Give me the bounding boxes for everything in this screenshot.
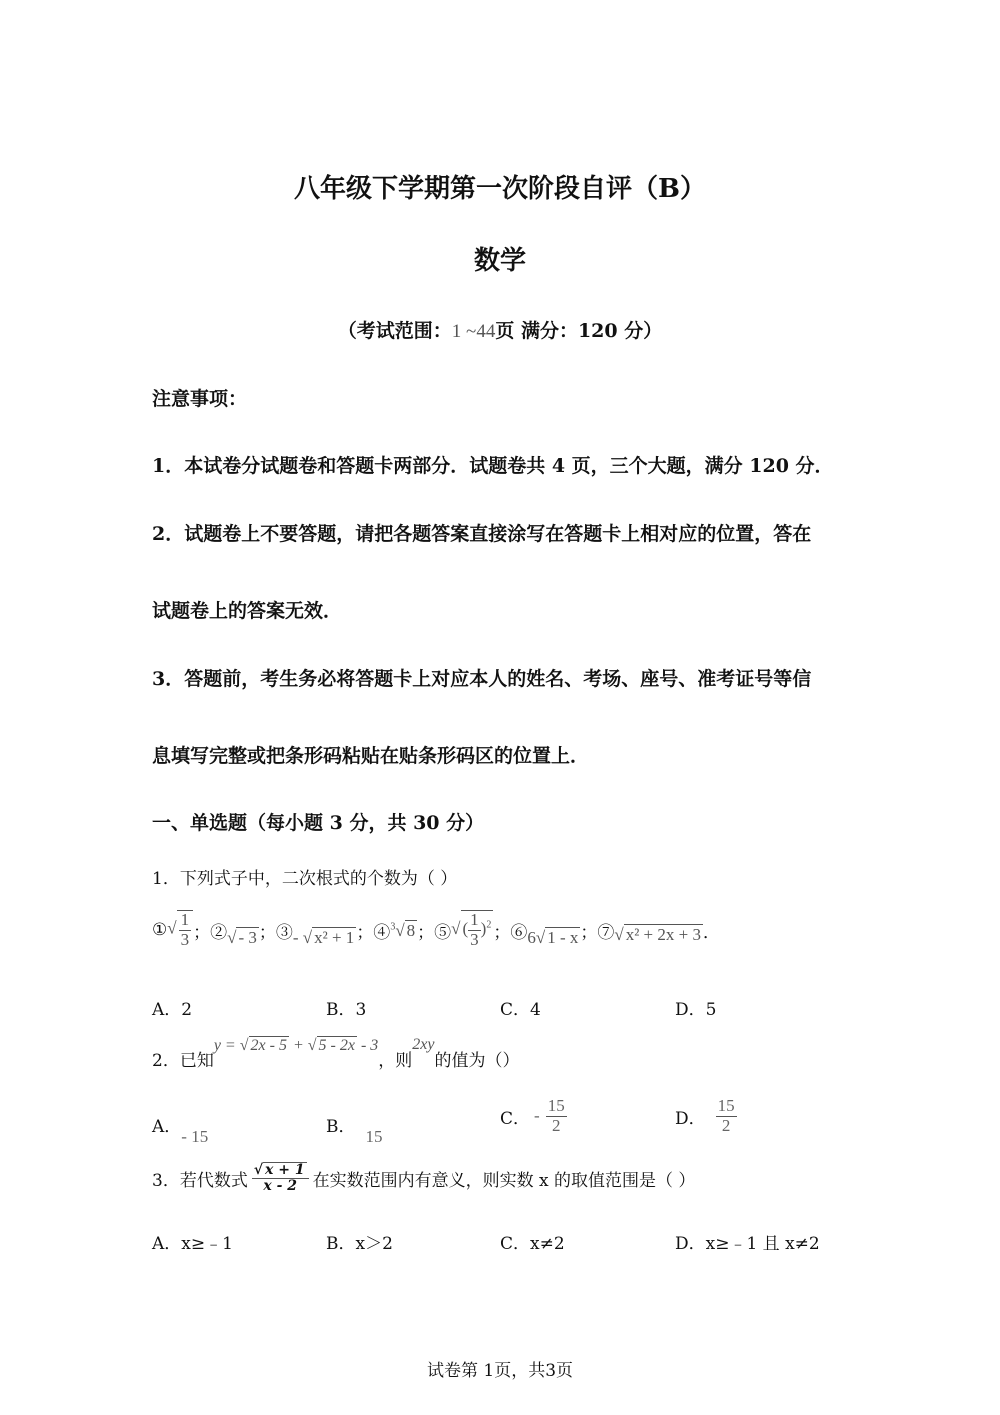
question-3-stem xyxy=(152,1162,695,1195)
question-1-stem: 1．下列式子中，二次根式的个数为（ ） xyxy=(152,869,458,889)
expr-6: 6√ 1 - x xyxy=(527,927,579,947)
expr-3: - √ x² + 1 xyxy=(292,927,355,947)
paper-subject: 数学 xyxy=(473,246,526,276)
expr-2: √ - 3 xyxy=(227,927,257,947)
expr-1-label: ① xyxy=(152,920,168,940)
expr-7-label: ；⑦ xyxy=(580,922,615,943)
question-2-option-b[interactable]: B． 15 xyxy=(326,1117,383,1146)
notes-heading: 注意事项： xyxy=(152,388,248,410)
note-item-3-line-1: 3．答题前，考生务必将答题卡上对应本人的姓名、考场、座号、准考证号等信 xyxy=(152,668,812,690)
scope-range: 1 ~44 xyxy=(451,321,496,342)
expr-5: √ ( $\frac{1}{3}$ )$^2$ xyxy=(451,910,492,949)
note-item-1: 1．本试卷分试题卷和答题卡两部分．试题卷共 4 页，三个大题，满分 120 分． xyxy=(152,455,834,477)
q3-fraction: $\frac{√ x + 1}{x - 2}$ xyxy=(252,1162,309,1195)
note-item-3-line-2: 息填写完整或把条形码粘贴在贴条形码区的位置上． xyxy=(152,745,590,767)
exam-scope xyxy=(0,316,1000,343)
expr-4: $^3$√ 8 xyxy=(390,920,416,940)
paper-title: 八年级下学期第一次阶段自评（B） xyxy=(294,174,706,204)
question-3-option-c[interactable]: C．x≠2 xyxy=(500,1234,565,1254)
scope-suffix: 页 满分：120 分） xyxy=(495,320,663,342)
question-2-option-a[interactable]: A．- 15 xyxy=(152,1117,209,1146)
question-3-option-a[interactable]: A．x≥﹣1 xyxy=(152,1234,233,1254)
expr-5-label: ；⑤ xyxy=(417,922,452,943)
page-footer: 试卷第 1页，共3页 xyxy=(426,1361,574,1381)
question-1-expressions xyxy=(152,902,720,958)
q3-prefix: 3．若代数式 xyxy=(152,1170,248,1191)
question-2-option-c[interactable]: C． - $\frac{15}{2}$ xyxy=(500,1096,565,1135)
question-2-stem xyxy=(152,1036,520,1071)
expr-1: √ $\frac{1}{3}$ xyxy=(167,910,193,949)
q2-suffix: 的值为（） xyxy=(434,1051,520,1071)
expr-4-label: ；④ xyxy=(356,922,391,943)
q3-suffix: 在实数范围内有意义，则实数 x 的取值范围是（ ） xyxy=(312,1170,696,1191)
question-1-option-b[interactable]: B．3 xyxy=(326,1000,367,1020)
q2-formula: y = √ 2x - 5 + √ 5 - 2x - 3 xyxy=(213,1037,379,1054)
q2-expr: 2xy xyxy=(412,1036,435,1053)
expr-7: √ x² + 2x + 3 xyxy=(614,924,701,944)
question-3-option-b[interactable]: B．x＞2 xyxy=(326,1234,393,1254)
note-item-2-line-2: 试题卷上的答案无效． xyxy=(152,600,343,622)
section-heading: 一、单选题（每小题 3 分，共 30 分） xyxy=(152,812,485,834)
question-1-option-c[interactable]: C．4 xyxy=(500,1000,541,1020)
question-1-option-d[interactable]: D．5 xyxy=(675,1000,717,1020)
question-3-option-d[interactable]: D．x≥﹣1 且 x≠2 xyxy=(675,1234,820,1254)
expr-end: ． xyxy=(702,922,720,943)
question-1-option-a[interactable]: A．2 xyxy=(152,1000,193,1020)
expr-3-label: ；③ xyxy=(258,922,293,943)
scope-prefix: （考试范围： xyxy=(337,320,452,342)
question-2-option-d[interactable]: D． $\frac{15}{2}$ xyxy=(675,1096,735,1135)
expr-6-label: ；⑥ xyxy=(493,922,528,943)
q2-mid: ，则 xyxy=(378,1051,413,1071)
q2-prefix: 2．已知 xyxy=(152,1051,214,1071)
expr-2-label: ；② xyxy=(193,922,228,943)
note-item-2-line-1: 2．试题卷上不要答题，请把各题答案直接涂写在答题卡上相对应的位置，答在 xyxy=(152,523,812,545)
